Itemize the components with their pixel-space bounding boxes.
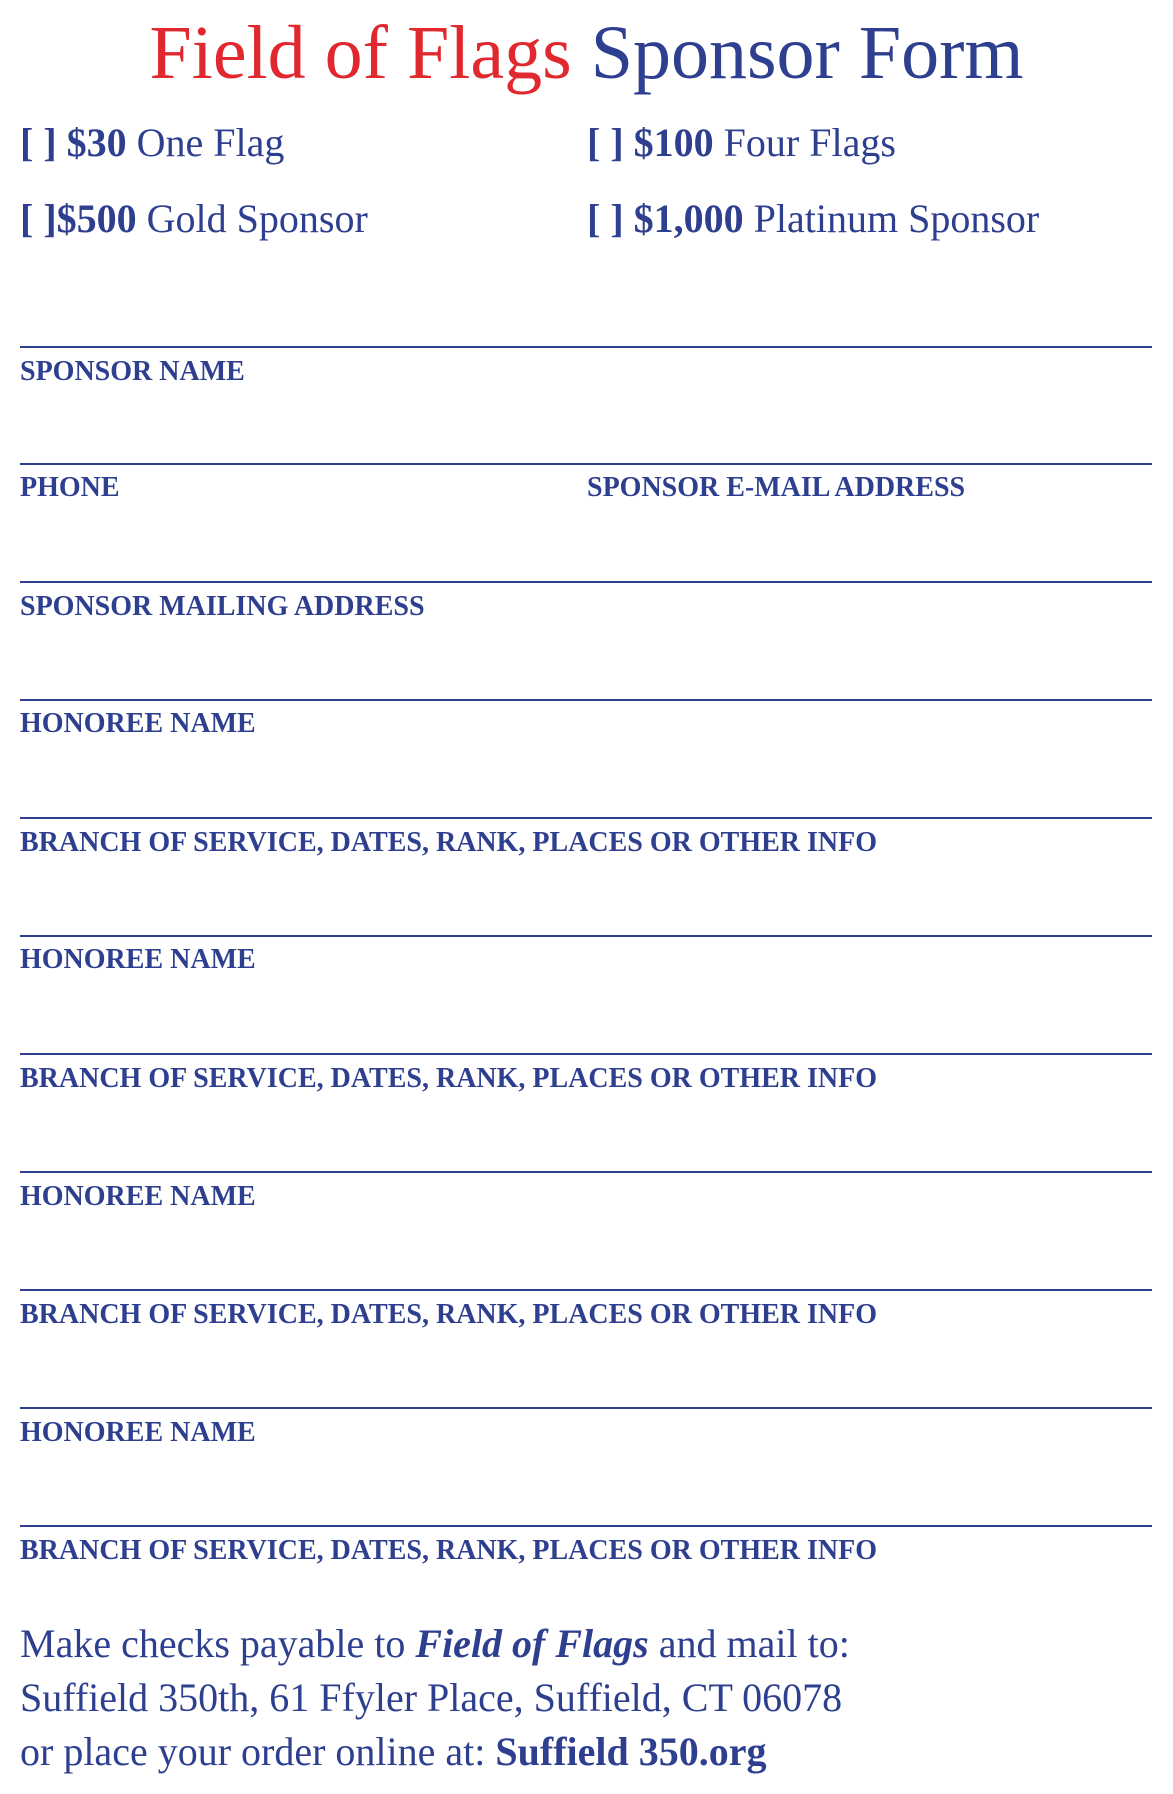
sponsor-name-line[interactable] (20, 346, 1152, 348)
title-part-2: Sponsor Form (590, 11, 1024, 95)
honoree-2-name-line[interactable] (20, 935, 1152, 937)
option-500-gold-sponsor[interactable] (20, 195, 368, 243)
honoree-3-info-line[interactable] (20, 1289, 1152, 1291)
phone-email-line[interactable] (20, 463, 1152, 465)
page-title (0, 8, 1173, 98)
option-amount: $500 (56, 196, 137, 241)
option-desc: Platinum Sponsor (753, 196, 1040, 241)
honoree-2-name-label: HONOREE NAME (20, 944, 256, 975)
sponsor-name-label: SPONSOR NAME (20, 356, 245, 387)
option-100-four-flags[interactable] (587, 119, 896, 167)
honoree-4-info-line[interactable] (20, 1525, 1152, 1527)
option-desc: Four Flags (723, 120, 896, 165)
mailing-address-line[interactable] (20, 581, 1152, 583)
honoree-4-name-line[interactable] (20, 1407, 1152, 1409)
honoree-4-info-label: BRANCH OF SERVICE, DATES, RANK, PLACES OR OTHER INFO (20, 1535, 878, 1566)
honoree-1-info-label: BRANCH OF SERVICE, DATES, RANK, PLACES OR OTHER INFO (20, 827, 878, 858)
website-link[interactable]: Suffield 350.org (495, 1729, 767, 1774)
honoree-3-name-label: HONOREE NAME (20, 1181, 256, 1212)
title-part-1: Field of Flags (149, 11, 572, 95)
mailing-address-label: SPONSOR MAILING ADDRESS (20, 591, 425, 622)
honoree-1-name-label: HONOREE NAME (20, 708, 256, 739)
checkbox-bracket[interactable]: [ ] (587, 196, 624, 241)
option-desc: One Flag (136, 120, 285, 165)
footer-text: Make checks payable to (20, 1621, 406, 1666)
footer-line-3 (20, 1728, 767, 1776)
option-1000-platinum-sponsor[interactable] (587, 195, 1039, 243)
honoree-3-info-label: BRANCH OF SERVICE, DATES, RANK, PLACES OR OTHER INFO (20, 1299, 878, 1330)
honoree-1-name-line[interactable] (20, 699, 1152, 701)
checkbox-bracket[interactable]: [ ] (20, 120, 57, 165)
honoree-4-name-label: HONOREE NAME (20, 1417, 256, 1448)
email-label: SPONSOR E-MAIL ADDRESS (587, 472, 966, 503)
option-30-one-flag[interactable] (20, 119, 284, 167)
checkbox-bracket[interactable]: [ ] (587, 120, 624, 165)
checkbox-bracket[interactable]: [ ] (20, 196, 57, 241)
payee-name: Field of Flags (415, 1621, 649, 1666)
footer-line-1 (20, 1620, 850, 1668)
honoree-3-name-line[interactable] (20, 1171, 1152, 1173)
phone-label: PHONE (20, 472, 120, 503)
footer-text: or place your order online at: (20, 1729, 486, 1774)
option-amount: $30 (66, 120, 127, 165)
honoree-2-info-label: BRANCH OF SERVICE, DATES, RANK, PLACES OR OTHER INFO (20, 1063, 878, 1094)
footer-address: Suffield 350th, 61 Ffyler Place, Suffield, CT 06078 (20, 1675, 843, 1720)
option-amount: $1,000 (633, 196, 744, 241)
option-amount: $100 (633, 120, 714, 165)
honoree-2-info-line[interactable] (20, 1053, 1152, 1055)
option-desc: Gold Sponsor (146, 196, 368, 241)
footer-text: and mail to: (658, 1621, 850, 1666)
honoree-1-info-line[interactable] (20, 817, 1152, 819)
